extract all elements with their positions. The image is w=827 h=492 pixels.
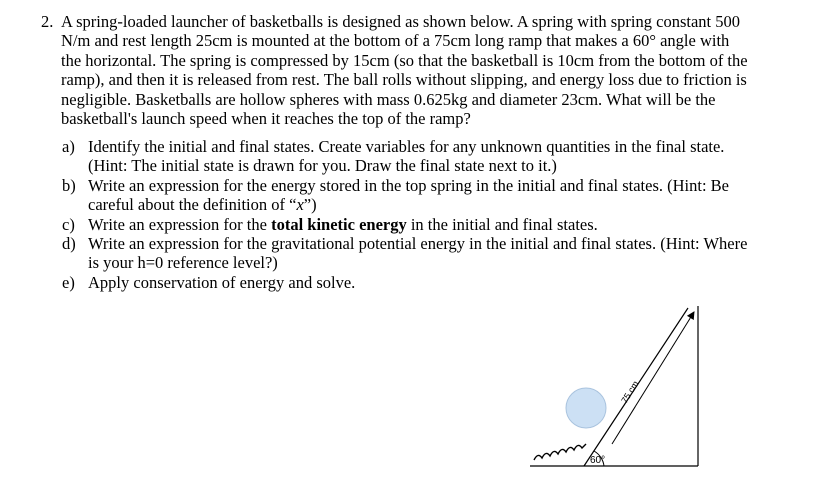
part-d xyxy=(0,234,827,273)
part-c-line xyxy=(88,215,827,234)
spring-coil xyxy=(534,444,586,460)
part-b-letter: b) xyxy=(62,175,76,195)
problem-line: basketball's launch speed when it reaches the top of the ramp? xyxy=(61,109,471,129)
total-kinetic-energy-bold: total kinetic energy xyxy=(271,214,407,234)
problem-line: A spring-loaded launcher of basketballs is designed as shown below. A spring with spring constant 500 xyxy=(61,12,740,31)
part-c-pre: Write an expression for the xyxy=(88,214,272,234)
part-c-letter: c) xyxy=(62,214,75,234)
part-e xyxy=(0,273,827,292)
problem-line: negligible. Basketballs are hollow spheres with mass 0.625kg and diameter 23cm. What will be the xyxy=(61,89,716,109)
part-d-line: Write an expression for the gravitational potential energy in the initial and final states. (Hint: Where xyxy=(88,234,748,254)
x-variable: x xyxy=(296,195,304,215)
part-d-letter: d) xyxy=(62,234,76,254)
part-c xyxy=(0,215,827,234)
part-b-line2-pre: careful about the definition of “ xyxy=(88,195,297,215)
problem-statement xyxy=(61,12,821,128)
part-e-line: Apply conservation of energy and solve. xyxy=(88,272,356,292)
part-c-post: in the initial and final states. xyxy=(406,214,598,234)
problem-line: the horizontal. The spring is compressed by 15cm (so that the basketball is 10cm from the bottom of the xyxy=(61,50,748,70)
ramp-length-arrow xyxy=(612,312,694,444)
part-a-line: Identify the initial and final states. Create variables for any unknown quantities in the final state. xyxy=(88,137,725,156)
ramp-diagram-svg xyxy=(520,300,720,480)
part-d-text xyxy=(88,234,827,273)
part-c-text xyxy=(88,215,827,234)
part-a-text xyxy=(88,137,827,176)
part-e-letter: e) xyxy=(62,272,75,292)
subquestion-list xyxy=(0,137,827,292)
part-a xyxy=(0,137,827,176)
problem-line: N/m and rest length 25cm is mounted at the bottom of a 75cm long ramp that makes a 60° angle with xyxy=(61,31,730,51)
ramp-length-label: 75 cm xyxy=(619,378,641,406)
problem-number: 2. xyxy=(41,12,54,31)
part-d-line: is your h=0 reference level?) xyxy=(88,253,278,273)
part-a-line: (Hint: The initial state is drawn for you. Draw the final state next to it.) xyxy=(88,156,557,176)
part-b-line2-post: ”) xyxy=(303,195,317,215)
part-b-line xyxy=(88,195,827,214)
ramp-diagram xyxy=(520,300,720,480)
part-b xyxy=(0,176,827,215)
part-b-text xyxy=(88,176,827,215)
angle-label: 60° xyxy=(590,455,606,466)
basketball xyxy=(566,388,606,428)
problem-line: ramp), and then it is released from rest. The ball rolls without slipping, and energy loss due to friction is xyxy=(61,70,747,90)
part-b-line: Write an expression for the energy stored in the top spring in the initial and final states. (Hint: Be xyxy=(88,175,730,195)
part-a-letter: a) xyxy=(62,137,75,156)
part-e-text xyxy=(88,273,827,292)
